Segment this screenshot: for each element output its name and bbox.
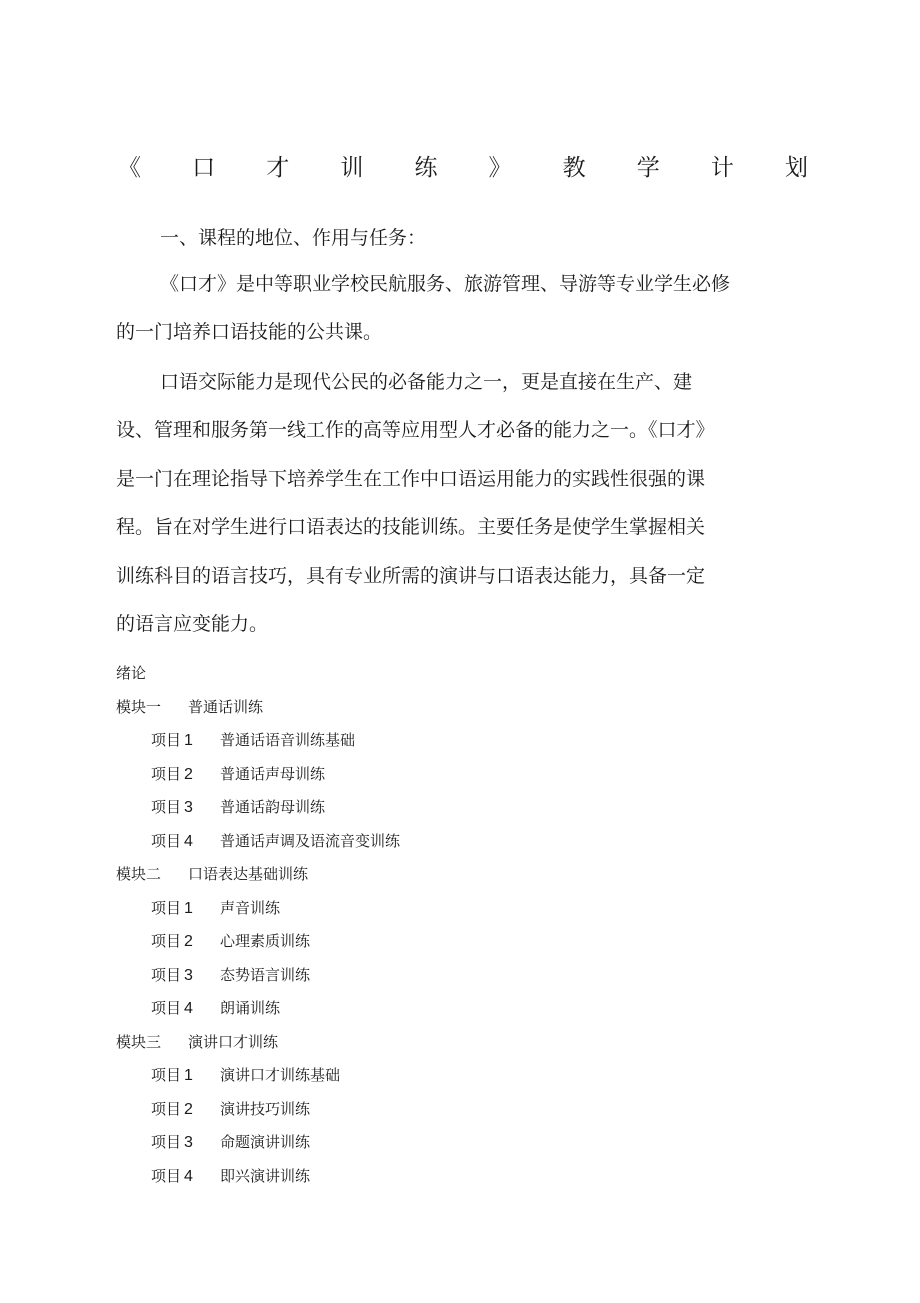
project-row [116, 1126, 400, 1160]
title-char: 》 [488, 155, 512, 181]
project-label: 项目 [151, 898, 182, 917]
project-row [116, 1093, 400, 1127]
project-label: 项目 [151, 764, 182, 783]
title-char: 划 [784, 155, 808, 181]
paragraph-line: 是一门在理论指导下培养学生在工作中口语运用能力的实践性很强的课 [116, 468, 706, 490]
project-label: 项目 [151, 798, 182, 816]
project-row [116, 959, 400, 993]
title-char: 教 [562, 155, 586, 181]
project-row [116, 1160, 400, 1194]
module-row [116, 1026, 400, 1060]
module-label: 模块一 [116, 697, 162, 716]
module-row [116, 691, 400, 725]
project-label: 项目 [151, 965, 182, 984]
project-name: 即兴演讲训练 [220, 1166, 311, 1185]
project-name: 心理素质训练 [220, 932, 311, 950]
project-row [116, 992, 400, 1026]
project-number: 2 [184, 933, 193, 950]
project-number: 3 [184, 1134, 193, 1151]
title-char: 学 [636, 155, 660, 181]
project-number: 3 [184, 799, 193, 816]
project-row [116, 892, 400, 926]
module-name: 口语表达基础训练 [188, 865, 309, 883]
project-row [116, 925, 400, 959]
module-label: 模块二 [116, 865, 162, 883]
project-label: 项目 [151, 831, 182, 850]
project-name: 朗诵训练 [220, 999, 281, 1017]
paragraph-line: 的一门培养口语技能的公共课。 [116, 321, 383, 343]
project-label: 项目 [151, 1133, 182, 1151]
project-number: 4 [184, 832, 193, 850]
project-name: 普通话声调及语流音变训练 [220, 831, 401, 850]
module-name: 演讲口才训练 [188, 1032, 279, 1051]
project-label: 项目 [151, 1066, 182, 1084]
paragraph-line: 训练科目的语言技巧，具有专业所需的演讲与口语表达能力，具备一定 [116, 565, 706, 587]
project-name: 普通话语音训练基础 [220, 731, 356, 749]
section-heading: 一、课程的地位、作用与任务： [160, 227, 427, 249]
project-name: 普通话韵母训练 [220, 798, 326, 816]
title-char: 口 [192, 155, 216, 181]
project-number: 2 [184, 765, 193, 783]
project-label: 项目 [151, 731, 182, 749]
paragraph-line: 的语言应变能力。 [116, 613, 269, 635]
project-name: 普通话声母训练 [220, 764, 326, 783]
document-title [118, 152, 808, 184]
project-number: 4 [184, 1000, 193, 1017]
project-name: 声音训练 [220, 898, 281, 917]
project-number: 1 [184, 1067, 193, 1084]
title-char: 练 [414, 155, 438, 181]
module-label: 模块三 [116, 1032, 162, 1051]
project-number: 2 [184, 1100, 193, 1118]
title-char: 才 [266, 155, 290, 181]
project-label: 项目 [151, 932, 182, 950]
project-row [116, 825, 400, 859]
project-label: 项目 [151, 1099, 182, 1118]
project-number: 1 [184, 899, 193, 917]
project-name: 命题演讲训练 [220, 1133, 311, 1151]
project-label: 项目 [151, 1166, 182, 1185]
project-number: 3 [184, 966, 193, 984]
project-row [116, 791, 400, 825]
course-outline [116, 657, 400, 1193]
title-char: 计 [710, 155, 734, 181]
project-number: 1 [184, 732, 193, 749]
project-name: 态势语言训练 [220, 965, 311, 984]
title-char: 训 [340, 155, 364, 181]
project-row [116, 724, 400, 758]
paragraph-line: 《口才》是中等职业学校民航服务、旅游管理、导游等专业学生必修 [160, 273, 731, 295]
paragraph-line: 程。旨在对学生进行口语表达的技能训练。主要任务是使学生掌握相关 [116, 516, 706, 538]
project-number: 4 [184, 1167, 193, 1185]
paragraph-line: 设、管理和服务第一线工作的高等应用型人才必备的能力之一。《口才》 [116, 419, 715, 441]
project-name: 演讲技巧训练 [220, 1099, 311, 1118]
outline-intro: 绪论 [116, 664, 147, 682]
module-name: 普通话训练 [188, 697, 264, 716]
project-label: 项目 [151, 999, 182, 1017]
module-row [116, 858, 400, 892]
project-name: 演讲口才训练基础 [220, 1066, 341, 1084]
title-char: 《 [118, 155, 141, 181]
project-row [116, 758, 400, 792]
paragraph-line: 口语交际能力是现代公民的必备能力之一，更是直接在生产、建 [160, 371, 693, 393]
project-row [116, 1059, 400, 1093]
